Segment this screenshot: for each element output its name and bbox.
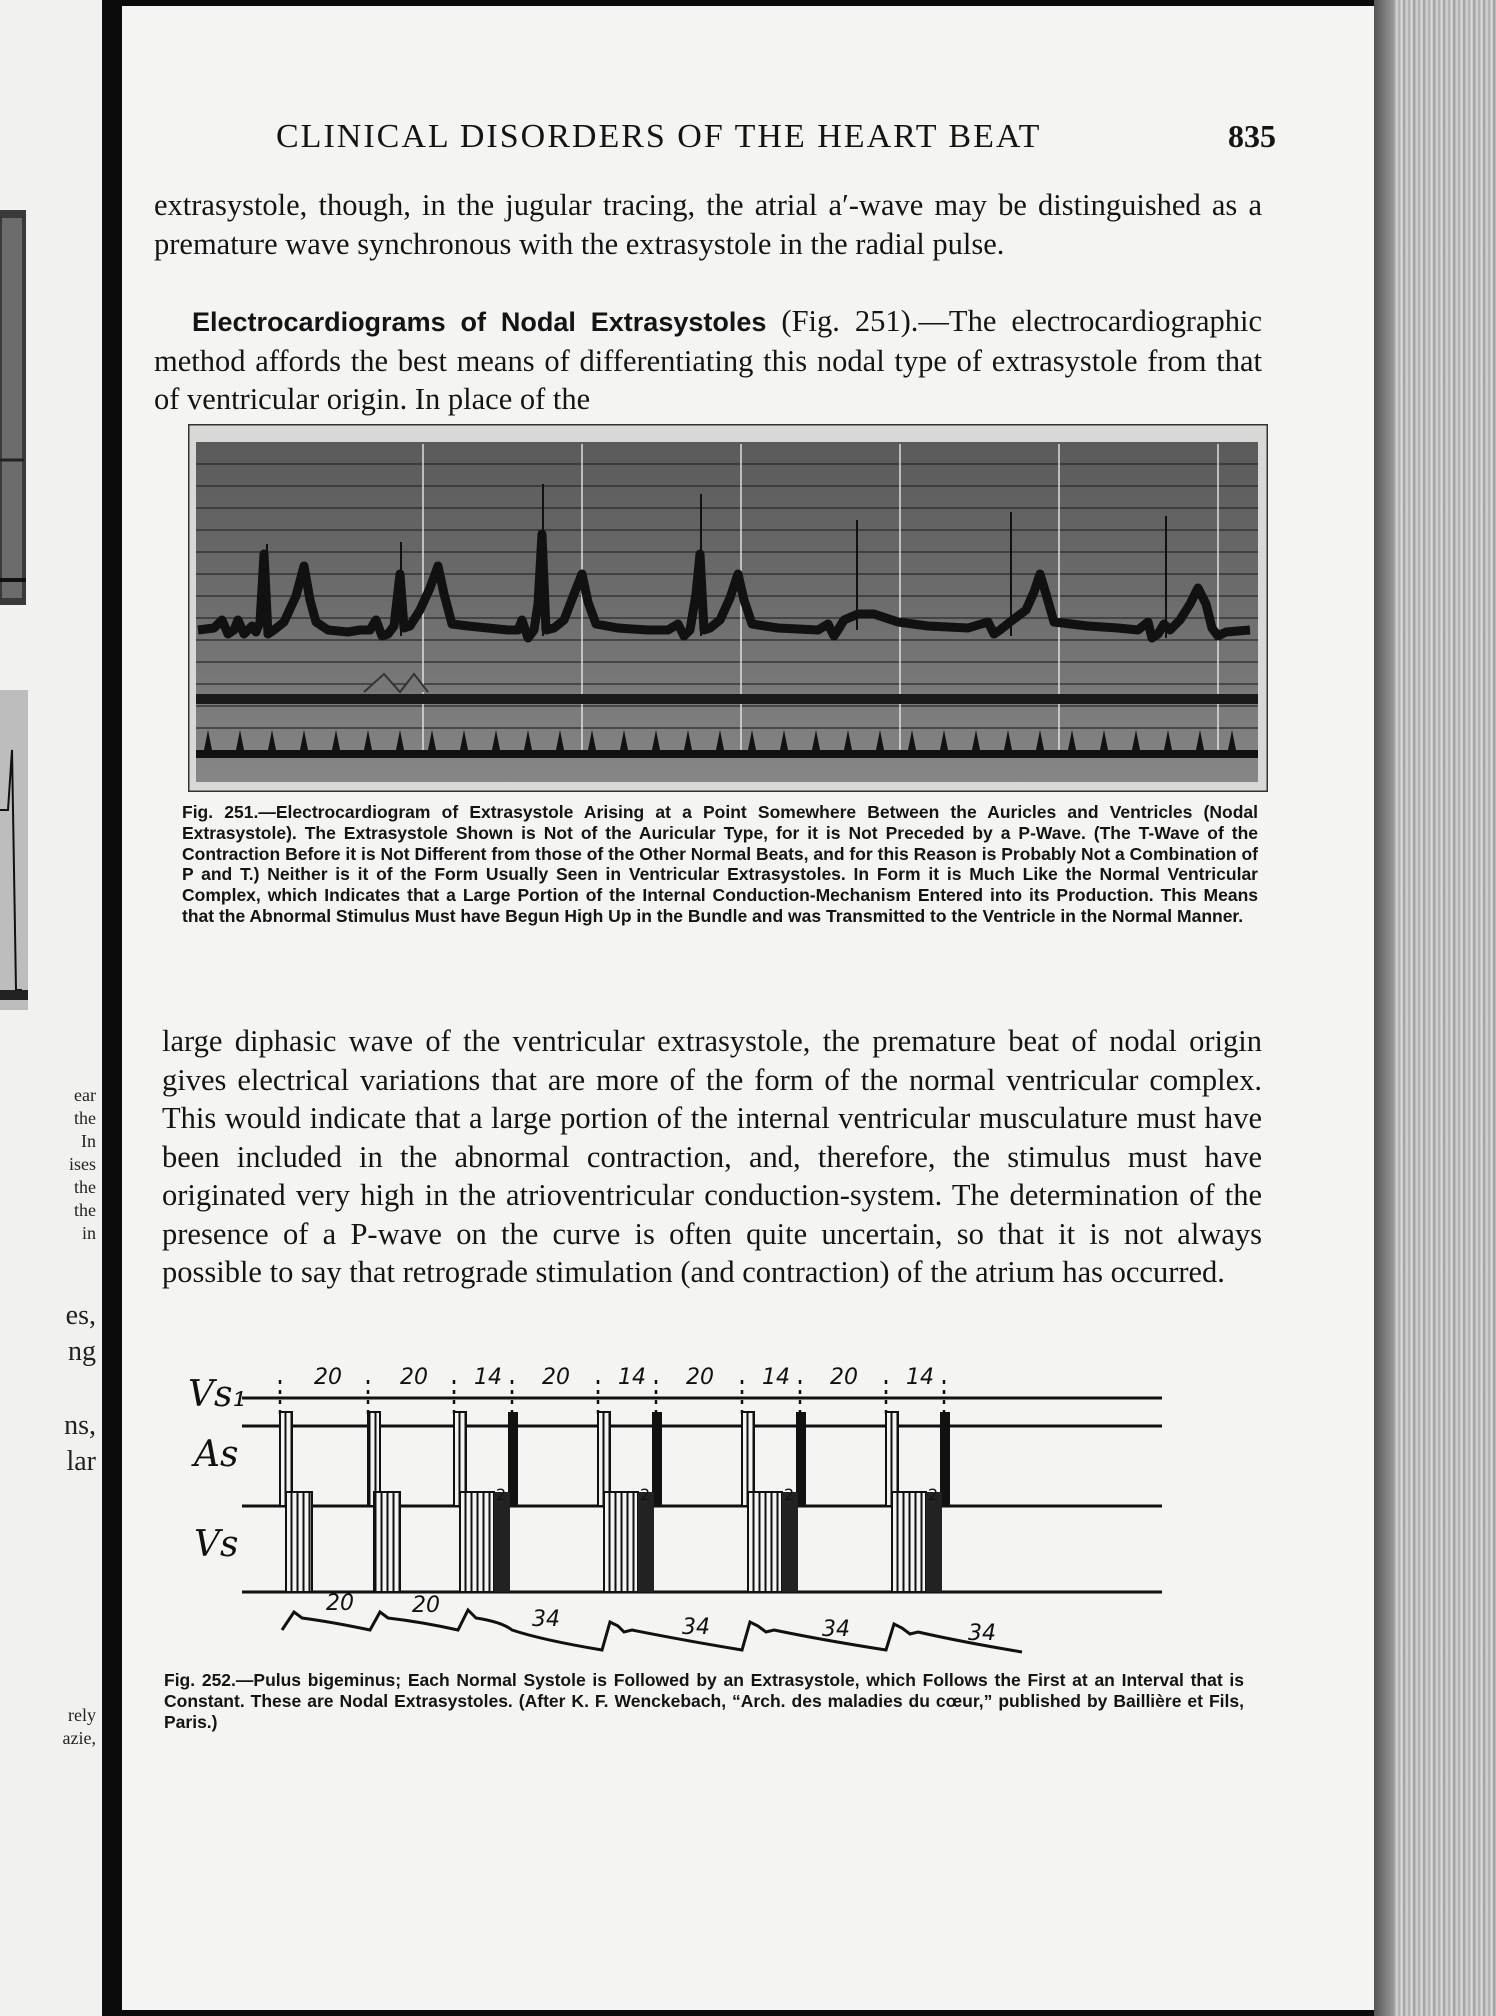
interval-number: 14 [474, 1365, 502, 1390]
prev-page-text: ns, [64, 1410, 96, 1441]
prev-page-text: in [81, 1223, 96, 1243]
pulse-tracing [282, 1610, 1022, 1652]
marker-label: 2 [496, 1485, 507, 1504]
page-number: 835 [1228, 118, 1276, 154]
running-head [276, 118, 1276, 168]
interval-numbers-top [314, 1365, 934, 1390]
interval-number: 20 [542, 1365, 570, 1390]
fig-252-ladder-diagram [182, 1360, 1182, 1680]
row-label-vs: Vs [194, 1524, 239, 1565]
prev-page-figure-bottom [0, 690, 102, 1020]
running-title: CLINICAL DISORDERS OF THE HEART BEAT [276, 118, 1042, 155]
previous-page [0, 0, 102, 2016]
ecg-time-marker-base [196, 750, 1258, 758]
prev-page-text: ises [69, 1154, 96, 1174]
extrasystole-markers [496, 1485, 938, 1504]
section-text: (Fig. 251).—The electrocardiographic method affords the best means of differentiating this nodal type of extrasystole from that of ventricular origin. In place of the [154, 304, 1262, 416]
prev-page-text: lar [66, 1446, 96, 1477]
interval-number: 20 [326, 1591, 354, 1616]
interval-number: 14 [906, 1365, 934, 1390]
paragraph-intro: extrasystole, though, in the jugular tracing, the atrial a′-wave may be distinguished as a premature wave synchronous with the extrasystole in the radial pulse. [154, 188, 1262, 261]
prev-page-text: rely [68, 1705, 96, 1725]
interval-number: 34 [968, 1621, 996, 1646]
prev-page-text: azie, [62, 1728, 96, 1748]
row-label-vs1: Vs₁ [188, 1374, 247, 1415]
prev-page-text: the [74, 1200, 96, 1220]
interval-number: 14 [762, 1365, 790, 1390]
interval-number: 14 [618, 1365, 646, 1390]
book-page [122, 6, 1374, 2010]
fig-251-electrocardiogram [188, 424, 1268, 792]
prev-page-text: ng [68, 1336, 96, 1367]
marker-label: 2 [784, 1485, 795, 1504]
interval-number: 20 [400, 1365, 428, 1390]
row-label-as: As [194, 1434, 239, 1475]
section-heading: Electrocardiograms of Nodal Extrasystoles [192, 307, 767, 337]
interval-numbers-bottom [326, 1591, 996, 1646]
interval-number: 20 [686, 1365, 714, 1390]
interval-number: 20 [314, 1365, 342, 1390]
section-paragraph [154, 302, 1262, 419]
marker-label: 2 [640, 1485, 651, 1504]
prev-page-text: ear [74, 1085, 96, 1105]
paragraph-body: large diphasic wave of the ventricular extrasystole, the premature beat of nodal origin gives electrical variations that are more of the form of the normal ventricular complex. This would indicate that a large portion of the internal ventricular musculature must have been included in the abnormal contraction, and, therefore, the stimulus must have originated very high in the atrioventricular conduction-system. The determination of the presence of a P-wave on the curve is often quite uncertain, so that it is not always possible to say that retrograde stimulation (and contraction) of the atrium has occurred. [162, 1024, 1262, 1289]
prev-page-text: In [81, 1131, 96, 1151]
prev-page-text: es, [65, 1300, 96, 1331]
interval-number: 34 [532, 1607, 560, 1632]
interval-number: 34 [682, 1615, 710, 1640]
interval-number: 20 [412, 1593, 440, 1618]
prev-page-figure-top [0, 210, 102, 620]
ecg-baseline-band [196, 694, 1258, 704]
fig-252-caption: Fig. 252.—Pulus bigeminus; Each Normal Systole is Followed by an Extrasystole, which Follows the First at an Interval that is Constant. These are Nodal Extrasystoles. (After K. F. Wenckebach, “Arch. des maladies du cœur,” published by Baillière et Fils, Paris.) [164, 1670, 1244, 1732]
marker-label: 2 [928, 1485, 939, 1504]
fig-251-caption: Fig. 251.—Electrocardiogram of Extrasystole Arising at a Point Somewhere Between the Auricles and Ventricles (Nodal Extrasystole). The Extrasystole Shown is Not of the Auricular Type, for it is Not Preceded by a P-Wave. (The T-Wave of the Contraction Before it is Not Different from those of the Other Normal Beats, and for this Reason is Probably Not a Combination of P and T.) Neither is it of the Form Usually Seen in Ventricular Extrasystoles. In Form it is Much Like the Normal Ventricular Complex, which Indicates that a Large Portion of the Internal Conduction-Mechanism Entered into its Production. This Means that the Abnormal Stimulus Must have Begun High Up in the Bundle and was Transmitted to the Ventricle in the Normal Manner. [182, 802, 1258, 926]
interval-number: 34 [822, 1617, 850, 1642]
prev-page-text: the [74, 1177, 96, 1197]
prev-page-text: the [74, 1108, 96, 1128]
interval-number: 20 [830, 1365, 858, 1390]
book-gutter-shadow [1374, 0, 1394, 2016]
